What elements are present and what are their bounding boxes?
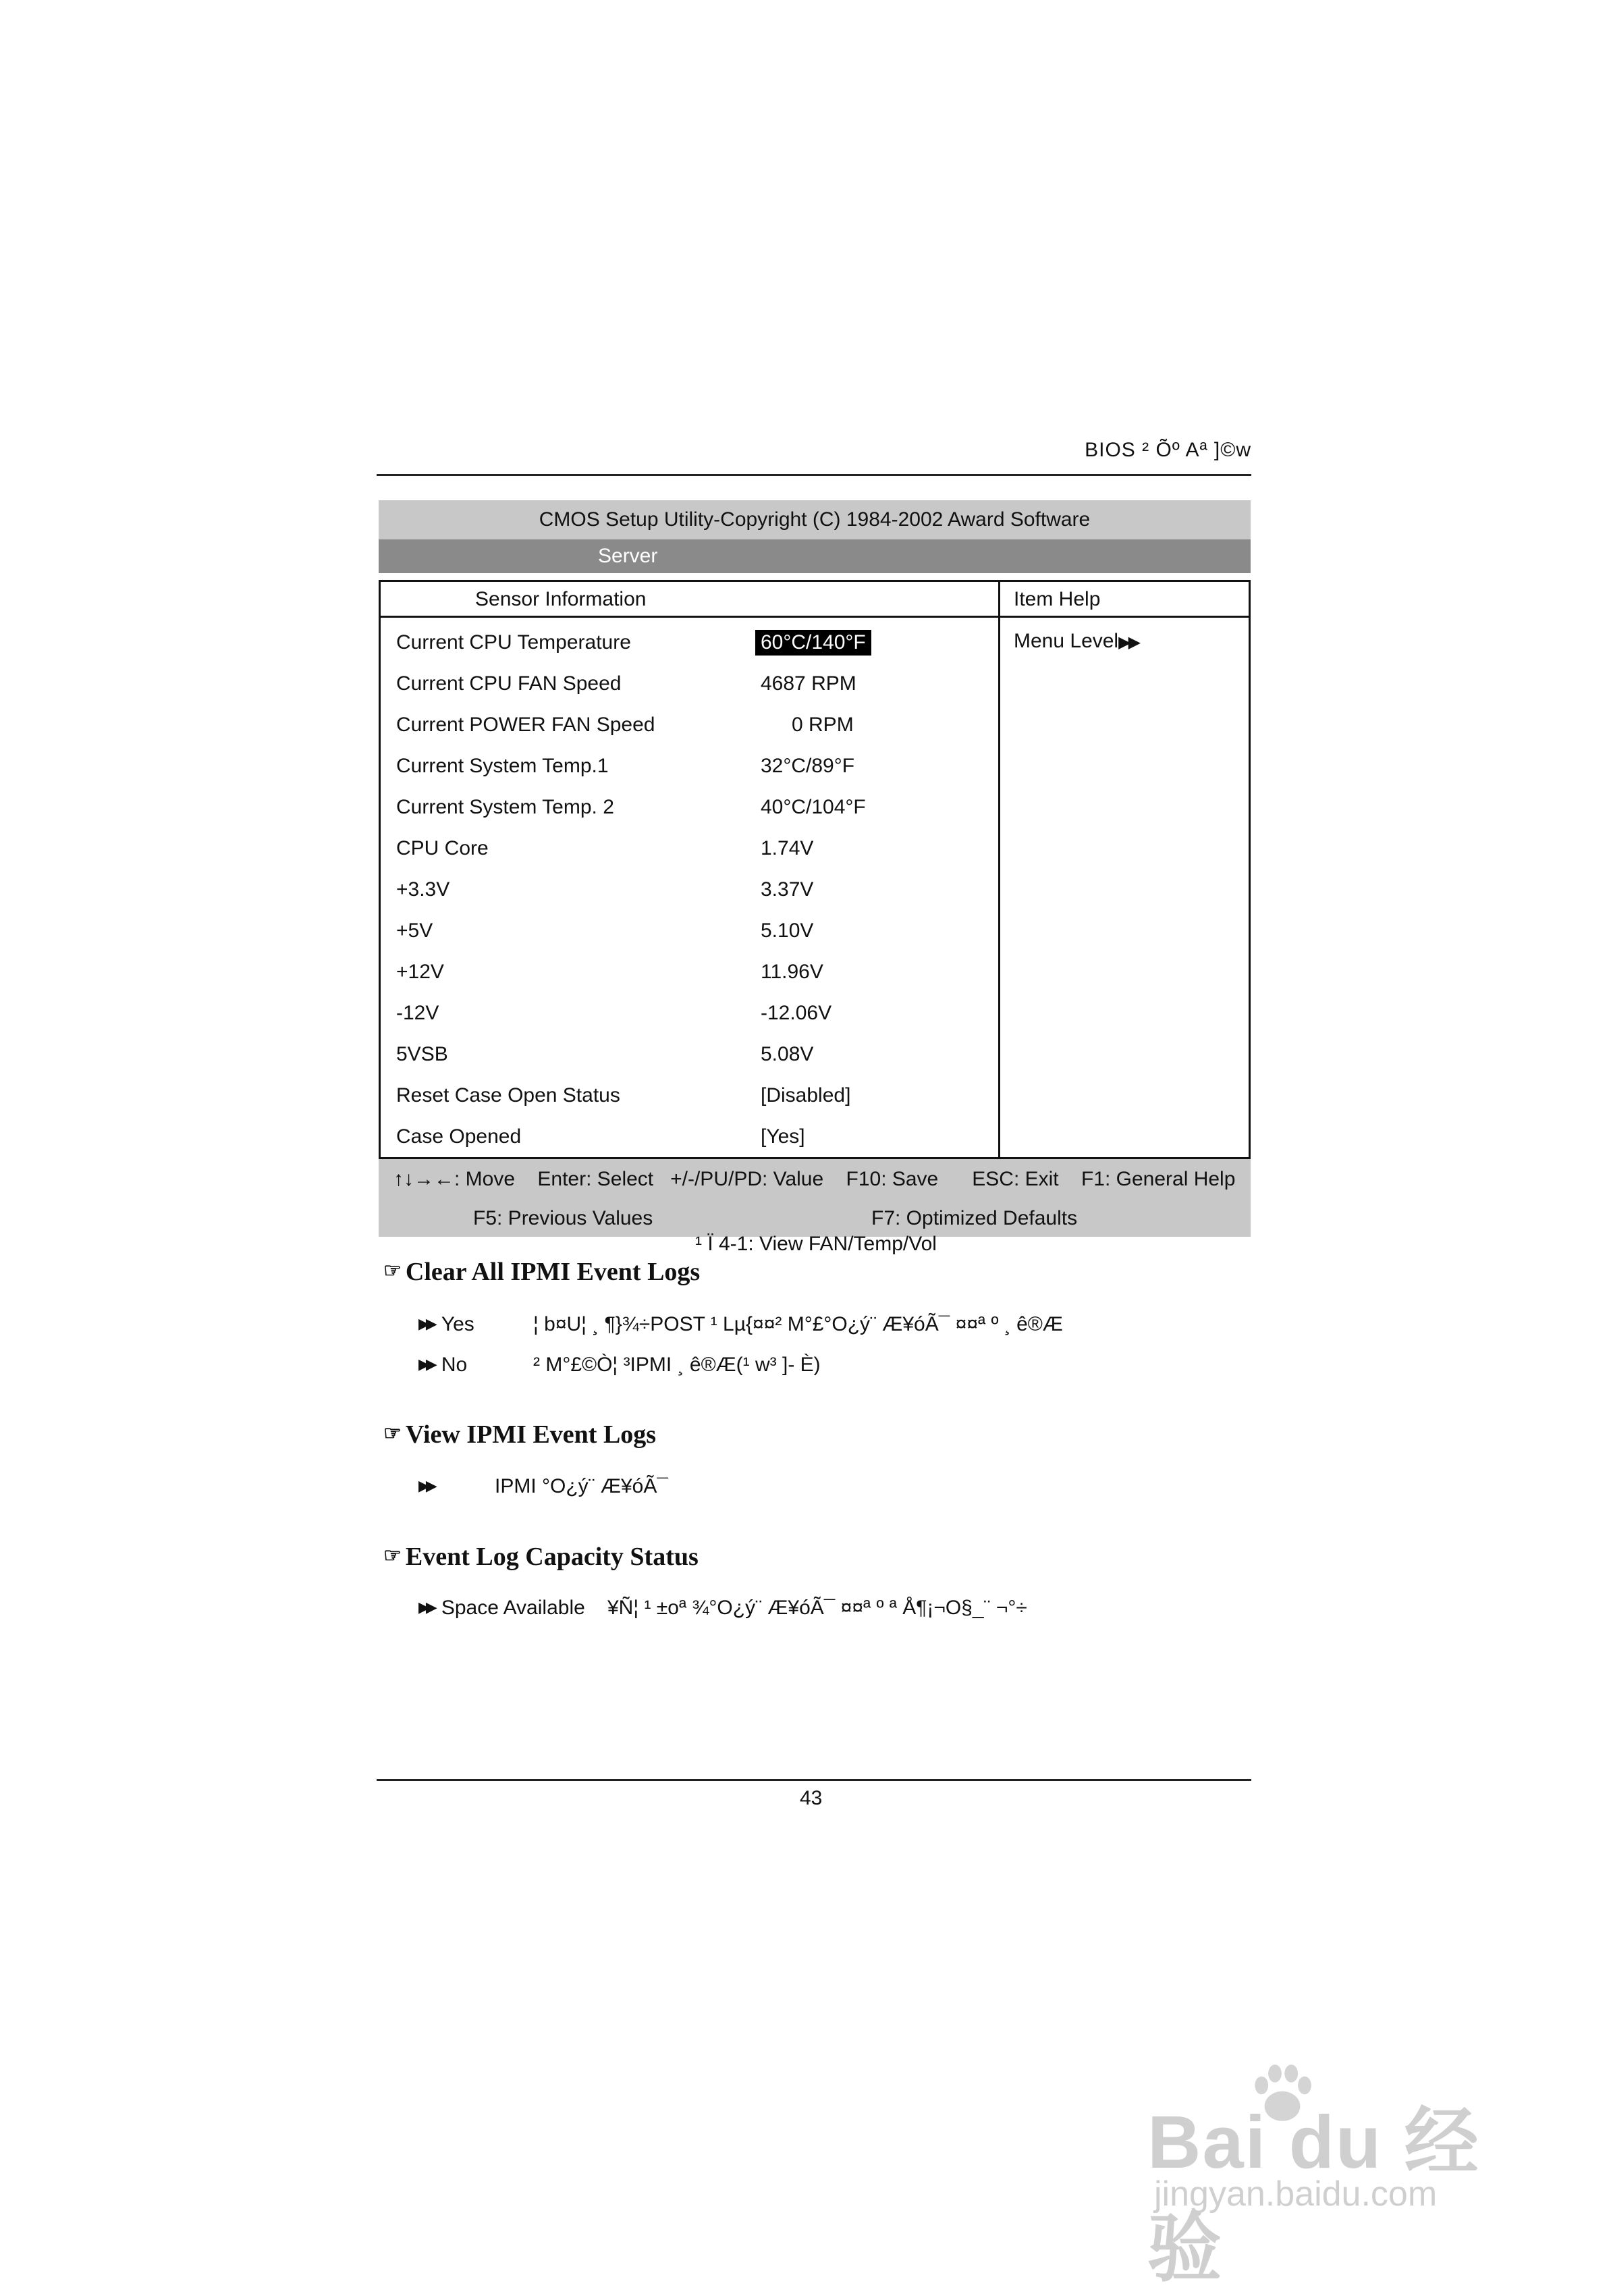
case-opened-value[interactable]: [Yes] — [761, 1125, 805, 1148]
sensor-label: +12V — [396, 960, 444, 983]
figure-caption: ¹ Ï 4-1: View FAN/Temp/Vol — [695, 1233, 937, 1255]
sensor-value: 40°C/104°F — [761, 795, 866, 818]
double-triangle-right-icon: ▶▶ — [1118, 633, 1139, 651]
sensor-row[interactable] — [381, 704, 998, 745]
sensor-row[interactable] — [381, 1116, 998, 1157]
sensor-row[interactable] — [381, 1075, 998, 1116]
bios-panel — [379, 580, 1251, 1159]
pointing-hand-icon: ☞ — [383, 1422, 402, 1445]
sensor-value: 0 RPM — [792, 713, 854, 736]
reset-case-open-status-value[interactable]: [Disabled] — [761, 1084, 851, 1106]
menu-server[interactable]: Server — [598, 545, 658, 567]
key-f5-previous-values: F5: Previous Values — [473, 1207, 653, 1229]
sensor-value: 60°C/140°F — [755, 630, 871, 656]
baidu-watermark — [1141, 2056, 1519, 2291]
sensor-value: 4687 RPM — [761, 672, 856, 695]
option-yes-description: ¦ b¤U¦ ¸ ¶}¾÷POST ¹ Lµ{¤¤² M°£°O¿ý¨ Æ¥óÃ¯ ¤¤ª º ¸ ê®Æ — [533, 1313, 1063, 1335]
sensor-panel — [381, 582, 1000, 1157]
sensor-value: 5.10V — [761, 919, 814, 942]
section-title-clear-ipmi — [383, 1257, 700, 1287]
sensor-label: Current System Temp. 2 — [396, 795, 614, 818]
option-yes — [418, 1313, 474, 1336]
section-title-text: Event Log Capacity Status — [405, 1543, 699, 1571]
sensor-label: CPU Core — [396, 836, 489, 859]
option-space-available-description: ¥Ñ¦ ¹ ±oª ¾°O¿ý¨ Æ¥óÃ¯ ¤¤ª º ª Å¶¡¬O§_¨ ¬°÷ — [607, 1597, 1027, 1619]
sensor-value: 1.74V — [761, 836, 814, 859]
sensor-label: Reset Case Open Status — [396, 1084, 620, 1106]
double-triangle-right-icon: ▶▶ — [418, 1315, 433, 1332]
pointing-hand-icon: ☞ — [383, 1545, 402, 1567]
sensor-value: 5.08V — [761, 1042, 814, 1065]
key-help-line-2 — [379, 1200, 1251, 1237]
sensor-row[interactable] — [381, 663, 998, 704]
watermark-url: jingyan.baidu.com — [1154, 2174, 1438, 2214]
option-no-description: ² M°£©Ò¦ ³IPMI ¸ ê®Æ(¹ w³ ]- È) — [533, 1354, 821, 1376]
sensor-value: 3.37V — [761, 878, 814, 901]
sensor-label: Case Opened — [396, 1125, 522, 1148]
sensor-rows — [381, 618, 998, 1157]
view-option-description: IPMI °O¿ý¨ Æ¥óÃ¯ — [495, 1475, 668, 1497]
sensor-row[interactable] — [381, 828, 998, 869]
section-title-text: View IPMI Event Logs — [405, 1420, 657, 1449]
sensor-row[interactable] — [381, 745, 998, 786]
item-help-text — [1000, 618, 1249, 665]
double-triangle-right-icon: ▶▶ — [418, 1477, 433, 1494]
sensor-row[interactable] — [381, 786, 998, 828]
sensor-label: Current CPU FAN Speed — [396, 672, 622, 695]
footer-rule — [377, 1779, 1251, 1781]
option-no — [418, 1354, 467, 1377]
option-label: Yes — [441, 1313, 474, 1335]
option-space-available — [418, 1597, 585, 1620]
key-help-line-1: ↑↓→←: Move Enter: Select +/-/PU/PD: Value F10: Save ESC: Exit F1: General Help — [379, 1159, 1251, 1200]
section-title-view-ipmi — [383, 1420, 656, 1449]
sensor-value: -12.06V — [761, 1001, 832, 1024]
sensor-label: -12V — [396, 1001, 439, 1024]
sensor-row[interactable] — [381, 992, 998, 1034]
bios-title-bar: CMOS Setup Utility-Copyright (C) 1984-2002 Award Software — [379, 500, 1251, 539]
sensor-row[interactable] — [381, 1034, 998, 1075]
page-number: 43 — [800, 1787, 823, 1809]
sensor-row[interactable] — [381, 951, 998, 992]
sensor-label: +3.3V — [396, 878, 450, 901]
sensor-value: 11.96V — [761, 960, 823, 983]
menu-level-label: Menu Level — [1014, 630, 1119, 652]
option-label: No — [441, 1354, 468, 1376]
view-option-bullet — [418, 1475, 441, 1498]
sensor-label: +5V — [396, 919, 433, 942]
bios-menu-bar — [379, 539, 1251, 573]
double-triangle-right-icon: ▶▶ — [418, 1599, 433, 1616]
item-help-panel — [1000, 582, 1249, 1157]
sensor-row[interactable] — [381, 910, 998, 951]
double-triangle-right-icon: ▶▶ — [418, 1356, 433, 1372]
bios-screen — [379, 500, 1251, 1237]
page-header-title: BIOS ² Õº Aª ]©w — [1085, 439, 1251, 461]
sensor-info-heading: Sensor Information — [381, 582, 998, 618]
section-title-capacity — [383, 1542, 699, 1572]
header-rule — [377, 474, 1251, 476]
item-help-heading: Item Help — [1000, 582, 1249, 618]
sensor-label: Current System Temp.1 — [396, 754, 609, 777]
section-title-text: Clear All IPMI Event Logs — [405, 1258, 701, 1286]
sensor-row[interactable] — [381, 622, 998, 663]
pointing-hand-icon: ☞ — [383, 1260, 402, 1282]
sensor-label: Current CPU Temperature — [396, 631, 631, 653]
sensor-value: 32°C/89°F — [761, 754, 855, 777]
option-label: Space Available — [441, 1597, 585, 1619]
key-f7-optimized-defaults: F7: Optimized Defaults — [871, 1207, 1078, 1229]
sensor-label: Current POWER FAN Speed — [396, 713, 655, 736]
sensor-row[interactable] — [381, 869, 998, 910]
sensor-label: 5VSB — [396, 1042, 448, 1065]
watermark-brand: Bai du 经验 — [1147, 2101, 1480, 2291]
